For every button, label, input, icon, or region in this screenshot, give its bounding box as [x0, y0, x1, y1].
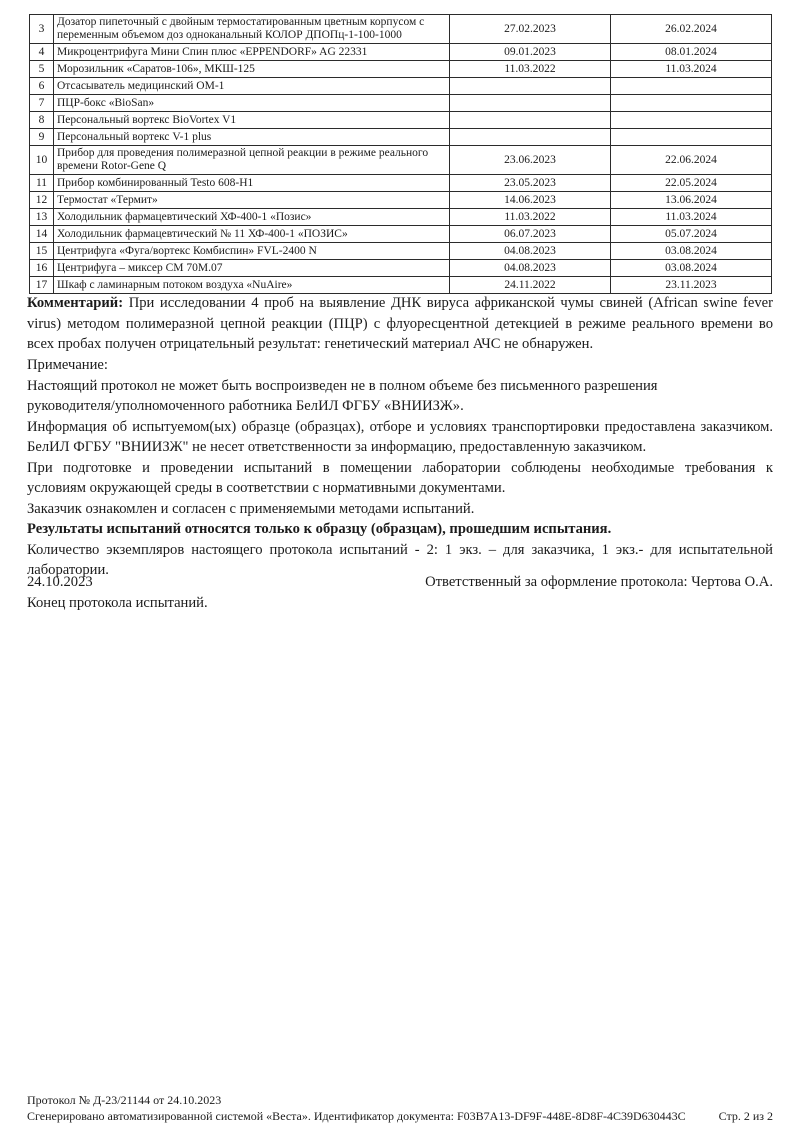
- responsible-person: Ответственный за оформление протокола: Чертова О.А.: [425, 574, 773, 590]
- note-line: При подготовке и проведении испытаний в помещении лаборатории соблюдены необходимые требования к: [27, 459, 773, 476]
- date-cell-2: 23.11.2023: [611, 277, 772, 294]
- date-cell-1: 24.11.2022: [450, 277, 611, 294]
- note-line: БелИЛ ФГБУ "ВНИИЗЖ" не несет ответственности за информацию, предоставленную заказчиком.: [27, 439, 647, 455]
- note-line: лаборатории.: [27, 562, 109, 578]
- note-line: Результаты испытаний относятся только к образцу (образцам), прошедшим испытания.: [27, 521, 612, 537]
- table-row: [30, 260, 772, 277]
- equipment-name-cell: Холодильник фармацевтический № 11 ХФ-400-1 «ПОЗИС»: [54, 226, 450, 243]
- date-cell-1: 04.08.2023: [450, 260, 611, 277]
- equipment-name-cell: Прибор комбинированный Testo 608-H1: [54, 175, 450, 192]
- table-row: [30, 175, 772, 192]
- note-line: Заказчик ознакомлен и согласен с применяемыми методами испытаний.: [27, 500, 475, 517]
- equipment-name-cell: Персональный вортекс V-1 plus: [54, 129, 450, 146]
- equipment-name-cell: Термостат «Термит»: [54, 192, 450, 209]
- equipment-name-cell: Центрифуга «Фуга/вортекс Комбиспин» FVL-2400 N: [54, 243, 450, 260]
- equipment-name-cell: Шкаф с ламинарным потоком воздуха «NuAire»: [54, 277, 450, 294]
- equipment-number-cell: 10: [30, 146, 54, 175]
- equipment-name-cell: Отсасыватель медицинский ОМ-1: [54, 78, 450, 95]
- notes-paragraph: [27, 355, 773, 581]
- note-line: Информация об испытуемом(ых) образце (образцах), отборе и условиях транспортировки предоставлена заказчиком.: [27, 418, 773, 435]
- date-cell-1: [450, 112, 611, 129]
- date-cell-1: 04.08.2023: [450, 243, 611, 260]
- table-row: [30, 15, 772, 44]
- date-cell-1: 23.05.2023: [450, 175, 611, 192]
- date-cell-1: 11.03.2022: [450, 209, 611, 226]
- note-line: руководителя/уполномоченного работника БелИЛ ФГБУ «ВНИИЗЖ».: [27, 398, 464, 414]
- equipment-name-cell: Микроцентрифуга Мини Спин плюс «EPPENDORF» AG 22331: [54, 44, 450, 61]
- equipment-number-cell: 4: [30, 44, 54, 61]
- table-row: [30, 226, 772, 243]
- equipment-number-cell: 13: [30, 209, 54, 226]
- table-row: [30, 243, 772, 260]
- table-row: [30, 61, 772, 78]
- note-line: Настоящий протокол не может быть воспроизведен не в полном объеме без письменного разрешения: [27, 377, 658, 394]
- equipment-name-cell: ПЦР-бокс «BioSan»: [54, 95, 450, 112]
- date-cell-2: 13.06.2024: [611, 192, 772, 209]
- date-cell-2: 22.05.2024: [611, 175, 772, 192]
- equipment-name-cell: Морозильник «Саратов-106», МКШ-125: [54, 61, 450, 78]
- table-row: [30, 209, 772, 226]
- equipment-name-cell: Прибор для проведения полимеразной цепной реакции в режиме реального времени Rotor-Gene Q: [54, 146, 450, 175]
- signature-block: [27, 572, 773, 613]
- page-footer: [27, 1092, 773, 1124]
- date-cell-1: 09.01.2023: [450, 44, 611, 61]
- date-cell-2: 26.02.2024: [611, 15, 772, 44]
- table-row: [30, 95, 772, 112]
- date-cell-2: 03.08.2024: [611, 260, 772, 277]
- equipment-table-body: [30, 15, 772, 294]
- equipment-number-cell: 7: [30, 95, 54, 112]
- note-line: условиям окружающей среды в соответствии с нормативными документами.: [27, 480, 506, 496]
- date-cell-2: 22.06.2024: [611, 146, 772, 175]
- date-cell-1: [450, 95, 611, 112]
- table-row: [30, 78, 772, 95]
- end-of-protocol-text: Конец протокола испытаний.: [27, 594, 208, 611]
- equipment-name-cell: Холодильник фармацевтический ХФ-400-1 «Позис»: [54, 209, 450, 226]
- equipment-number-cell: 11: [30, 175, 54, 192]
- date-cell-2: 03.08.2024: [611, 243, 772, 260]
- equipment-number-cell: 6: [30, 78, 54, 95]
- equipment-number-cell: 17: [30, 277, 54, 294]
- footer-page-indicator: Стр. 2 из 2: [718, 1109, 773, 1123]
- equipment-number-cell: 14: [30, 226, 54, 243]
- equipment-number-cell: 15: [30, 243, 54, 260]
- date-cell-1: 11.03.2022: [450, 61, 611, 78]
- comment-paragraph: [27, 293, 773, 355]
- equipment-number-cell: 5: [30, 61, 54, 78]
- protocol-date: 24.10.2023: [27, 574, 93, 590]
- date-cell-2: 05.07.2024: [611, 226, 772, 243]
- date-cell-1: 23.06.2023: [450, 146, 611, 175]
- date-cell-1: [450, 78, 611, 95]
- date-cell-2: [611, 112, 772, 129]
- equipment-number-cell: 16: [30, 260, 54, 277]
- equipment-table: [29, 14, 772, 294]
- table-row: [30, 192, 772, 209]
- equipment-name-cell: Центрифуга – миксер СМ 70М.07: [54, 260, 450, 277]
- equipment-number-cell: 9: [30, 129, 54, 146]
- date-cell-2: [611, 95, 772, 112]
- table-row: [30, 277, 772, 294]
- comment-label: Комментарий:: [27, 295, 129, 311]
- note-line: Количество экземпляров настоящего протокола испытаний - 2: 1 экз. – для заказчика, 1 экз.- для испытательной: [27, 541, 773, 558]
- date-cell-2: [611, 129, 772, 146]
- equipment-number-cell: 8: [30, 112, 54, 129]
- equipment-name-cell: Персональный вортекс BioVortex V1: [54, 112, 450, 129]
- comment-line: Комментарий: При исследовании 4 проб на выявление ДНК вируса африканской чумы свиней (African swine fever: [27, 295, 773, 311]
- date-cell-2: 11.03.2024: [611, 209, 772, 226]
- date-cell-1: 14.06.2023: [450, 192, 611, 209]
- date-cell-1: [450, 129, 611, 146]
- comment-line: всех пробах получен отрицательный результат: генетический материал АЧС не обнаружен.: [27, 336, 594, 352]
- table-row: [30, 146, 772, 175]
- table-row: [30, 129, 772, 146]
- date-cell-2: [611, 78, 772, 95]
- table-row: [30, 112, 772, 129]
- equipment-number-cell: 3: [30, 15, 54, 44]
- footer-protocol-number: Протокол № Д-23/21144 от 24.10.2023: [27, 1093, 222, 1107]
- date-cell-1: 06.07.2023: [450, 226, 611, 243]
- footer-generated-by: Сгенерировано автоматизированной системой «Веста». Идентификатор документа: F03B7A13-DF9F-448E-8D8F-4C39D630443C: [27, 1109, 686, 1123]
- date-cell-2: 08.01.2024: [611, 44, 772, 61]
- table-row: [30, 44, 772, 61]
- date-cell-2: 11.03.2024: [611, 61, 772, 78]
- equipment-number-cell: 12: [30, 192, 54, 209]
- note-line: Примечание:: [27, 357, 108, 373]
- date-cell-1: 27.02.2023: [450, 15, 611, 44]
- comment-line: virus) методом полимеразной цепной реакции (ПЦР) с флуоресцентной детекцией в режиме реального времени во: [27, 315, 773, 332]
- equipment-name-cell: Дозатор пипеточный с двойным термостатированным цветным корпусом с переменным объемом доз одноканальный КОЛОР ДПОПц-1-100-1000: [54, 15, 450, 44]
